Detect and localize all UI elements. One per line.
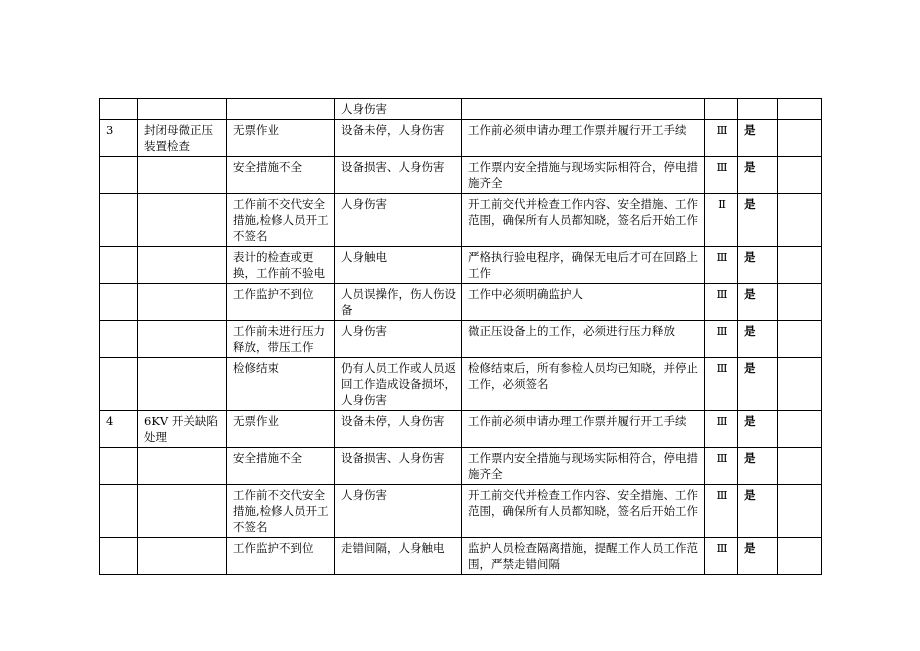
controlled-cell	[738, 99, 778, 120]
consequence-cell: 人身伤害	[335, 194, 462, 247]
row-number-cell	[100, 538, 138, 575]
row-number-cell	[100, 358, 138, 411]
task-cell	[138, 157, 227, 194]
risk-assessment-table	[99, 98, 822, 575]
row-number-cell	[100, 247, 138, 284]
measure-cell: 工作票内安全措施与现场实际相符合，停电措施齐全	[462, 448, 705, 485]
task-cell	[138, 358, 227, 411]
row-number-cell	[100, 99, 138, 120]
table-row	[100, 538, 822, 575]
risk-level-cell: Ⅲ	[705, 157, 738, 194]
consequence-cell: 仍有人员工作或人员返回工作造成设备损坏，人身伤害	[335, 358, 462, 411]
hazard-cell: 工作前未进行压力释放，带压工作	[227, 321, 335, 358]
measure-cell: 工作前必须申请办理工作票并履行开工手续	[462, 411, 705, 448]
task-cell	[138, 247, 227, 284]
task-cell	[138, 99, 227, 120]
controlled-cell: 是	[738, 448, 778, 485]
hazard-cell: 工作监护不到位	[227, 284, 335, 321]
consequence-cell: 设备未停，人身伤害	[335, 411, 462, 448]
table-row	[100, 120, 822, 157]
measure-cell: 严格执行验电程序，确保无电后才可在回路上工作	[462, 247, 705, 284]
controlled-cell: 是	[738, 411, 778, 448]
hazard-cell: 工作前不交代安全措施,检修人员开工不签名	[227, 485, 335, 538]
consequence-cell: 人员误操作，伤人伤设备	[335, 284, 462, 321]
risk-level-cell: Ⅲ	[705, 284, 738, 321]
table-row	[100, 321, 822, 358]
task-cell: 6KV 开关缺陷处理	[138, 411, 227, 448]
note-cell	[778, 120, 822, 157]
consequence-cell: 设备损害、人身伤害	[335, 157, 462, 194]
table-row	[100, 485, 822, 538]
row-number-cell	[100, 194, 138, 247]
controlled-cell: 是	[738, 358, 778, 411]
controlled-cell: 是	[738, 485, 778, 538]
table-row	[100, 448, 822, 485]
note-cell	[778, 284, 822, 321]
measure-cell: 开工前交代并检查工作内容、安全措施、工作范围，确保所有人员都知晓，签名后开始工作	[462, 194, 705, 247]
note-cell	[778, 194, 822, 247]
table-row	[100, 99, 822, 120]
hazard-cell: 工作前不交代安全措施,检修人员开工不签名	[227, 194, 335, 247]
hazard-cell: 安全措施不全	[227, 448, 335, 485]
controlled-cell: 是	[738, 194, 778, 247]
consequence-cell: 走错间隔，人身触电	[335, 538, 462, 575]
task-cell	[138, 448, 227, 485]
note-cell	[778, 358, 822, 411]
row-number-cell: 3	[100, 120, 138, 157]
controlled-cell: 是	[738, 157, 778, 194]
controlled-cell: 是	[738, 120, 778, 157]
measure-cell: 工作前必须申请办理工作票并履行开工手续	[462, 120, 705, 157]
table-row	[100, 157, 822, 194]
controlled-cell: 是	[738, 284, 778, 321]
risk-level-cell: Ⅲ	[705, 358, 738, 411]
consequence-cell: 人身伤害	[335, 485, 462, 538]
row-number-cell	[100, 448, 138, 485]
consequence-cell: 人身伤害	[335, 321, 462, 358]
note-cell	[778, 448, 822, 485]
task-cell	[138, 485, 227, 538]
hazard-cell: 无票作业	[227, 120, 335, 157]
consequence-cell: 人身伤害	[335, 99, 462, 120]
hazard-cell: 表计的检查或更换，工作前不验电	[227, 247, 335, 284]
task-cell	[138, 321, 227, 358]
row-number-cell: 4	[100, 411, 138, 448]
consequence-cell: 设备未停，人身伤害	[335, 120, 462, 157]
row-number-cell	[100, 157, 138, 194]
measure-cell: 检修结束后，所有参检人员均已知晓，并停止工作，必须签名	[462, 358, 705, 411]
measure-cell: 监护人员检查隔离措施，提醒工作人员工作范围，严禁走错间隔	[462, 538, 705, 575]
risk-level-cell: Ⅲ	[705, 120, 738, 157]
row-number-cell	[100, 321, 138, 358]
risk-level-cell: Ⅱ	[705, 194, 738, 247]
risk-level-cell: Ⅲ	[705, 411, 738, 448]
row-number-cell	[100, 485, 138, 538]
controlled-cell: 是	[738, 247, 778, 284]
measure-cell: 开工前交代并检查工作内容、安全措施、工作范围，确保所有人员都知晓，签名后开始工作	[462, 485, 705, 538]
table-row	[100, 411, 822, 448]
table-row	[100, 284, 822, 321]
table-row	[100, 194, 822, 247]
risk-level-cell: Ⅲ	[705, 538, 738, 575]
task-cell	[138, 538, 227, 575]
table-row	[100, 358, 822, 411]
note-cell	[778, 411, 822, 448]
consequence-cell: 人身触电	[335, 247, 462, 284]
hazard-cell: 工作监护不到位	[227, 538, 335, 575]
note-cell	[778, 321, 822, 358]
hazard-cell: 检修结束	[227, 358, 335, 411]
note-cell	[778, 157, 822, 194]
table-row	[100, 247, 822, 284]
risk-level-cell: Ⅲ	[705, 448, 738, 485]
hazard-cell: 无票作业	[227, 411, 335, 448]
risk-level-cell: Ⅲ	[705, 485, 738, 538]
consequence-cell: 设备损害、人身伤害	[335, 448, 462, 485]
table-body	[100, 99, 822, 575]
row-number-cell	[100, 284, 138, 321]
measure-cell	[462, 99, 705, 120]
risk-level-cell	[705, 99, 738, 120]
risk-level-cell: Ⅲ	[705, 321, 738, 358]
controlled-cell: 是	[738, 538, 778, 575]
task-cell: 封闭母微正压装置检查	[138, 120, 227, 157]
note-cell	[778, 538, 822, 575]
risk-level-cell: Ⅲ	[705, 247, 738, 284]
note-cell	[778, 485, 822, 538]
controlled-cell: 是	[738, 321, 778, 358]
hazard-cell: 安全措施不全	[227, 157, 335, 194]
hazard-cell	[227, 99, 335, 120]
measure-cell: 工作票内安全措施与现场实际相符合，停电措施齐全	[462, 157, 705, 194]
measure-cell: 工作中必须明确监护人	[462, 284, 705, 321]
task-cell	[138, 284, 227, 321]
note-cell	[778, 247, 822, 284]
measure-cell: 微正压设备上的工作，必须进行压力释放	[462, 321, 705, 358]
task-cell	[138, 194, 227, 247]
note-cell	[778, 99, 822, 120]
